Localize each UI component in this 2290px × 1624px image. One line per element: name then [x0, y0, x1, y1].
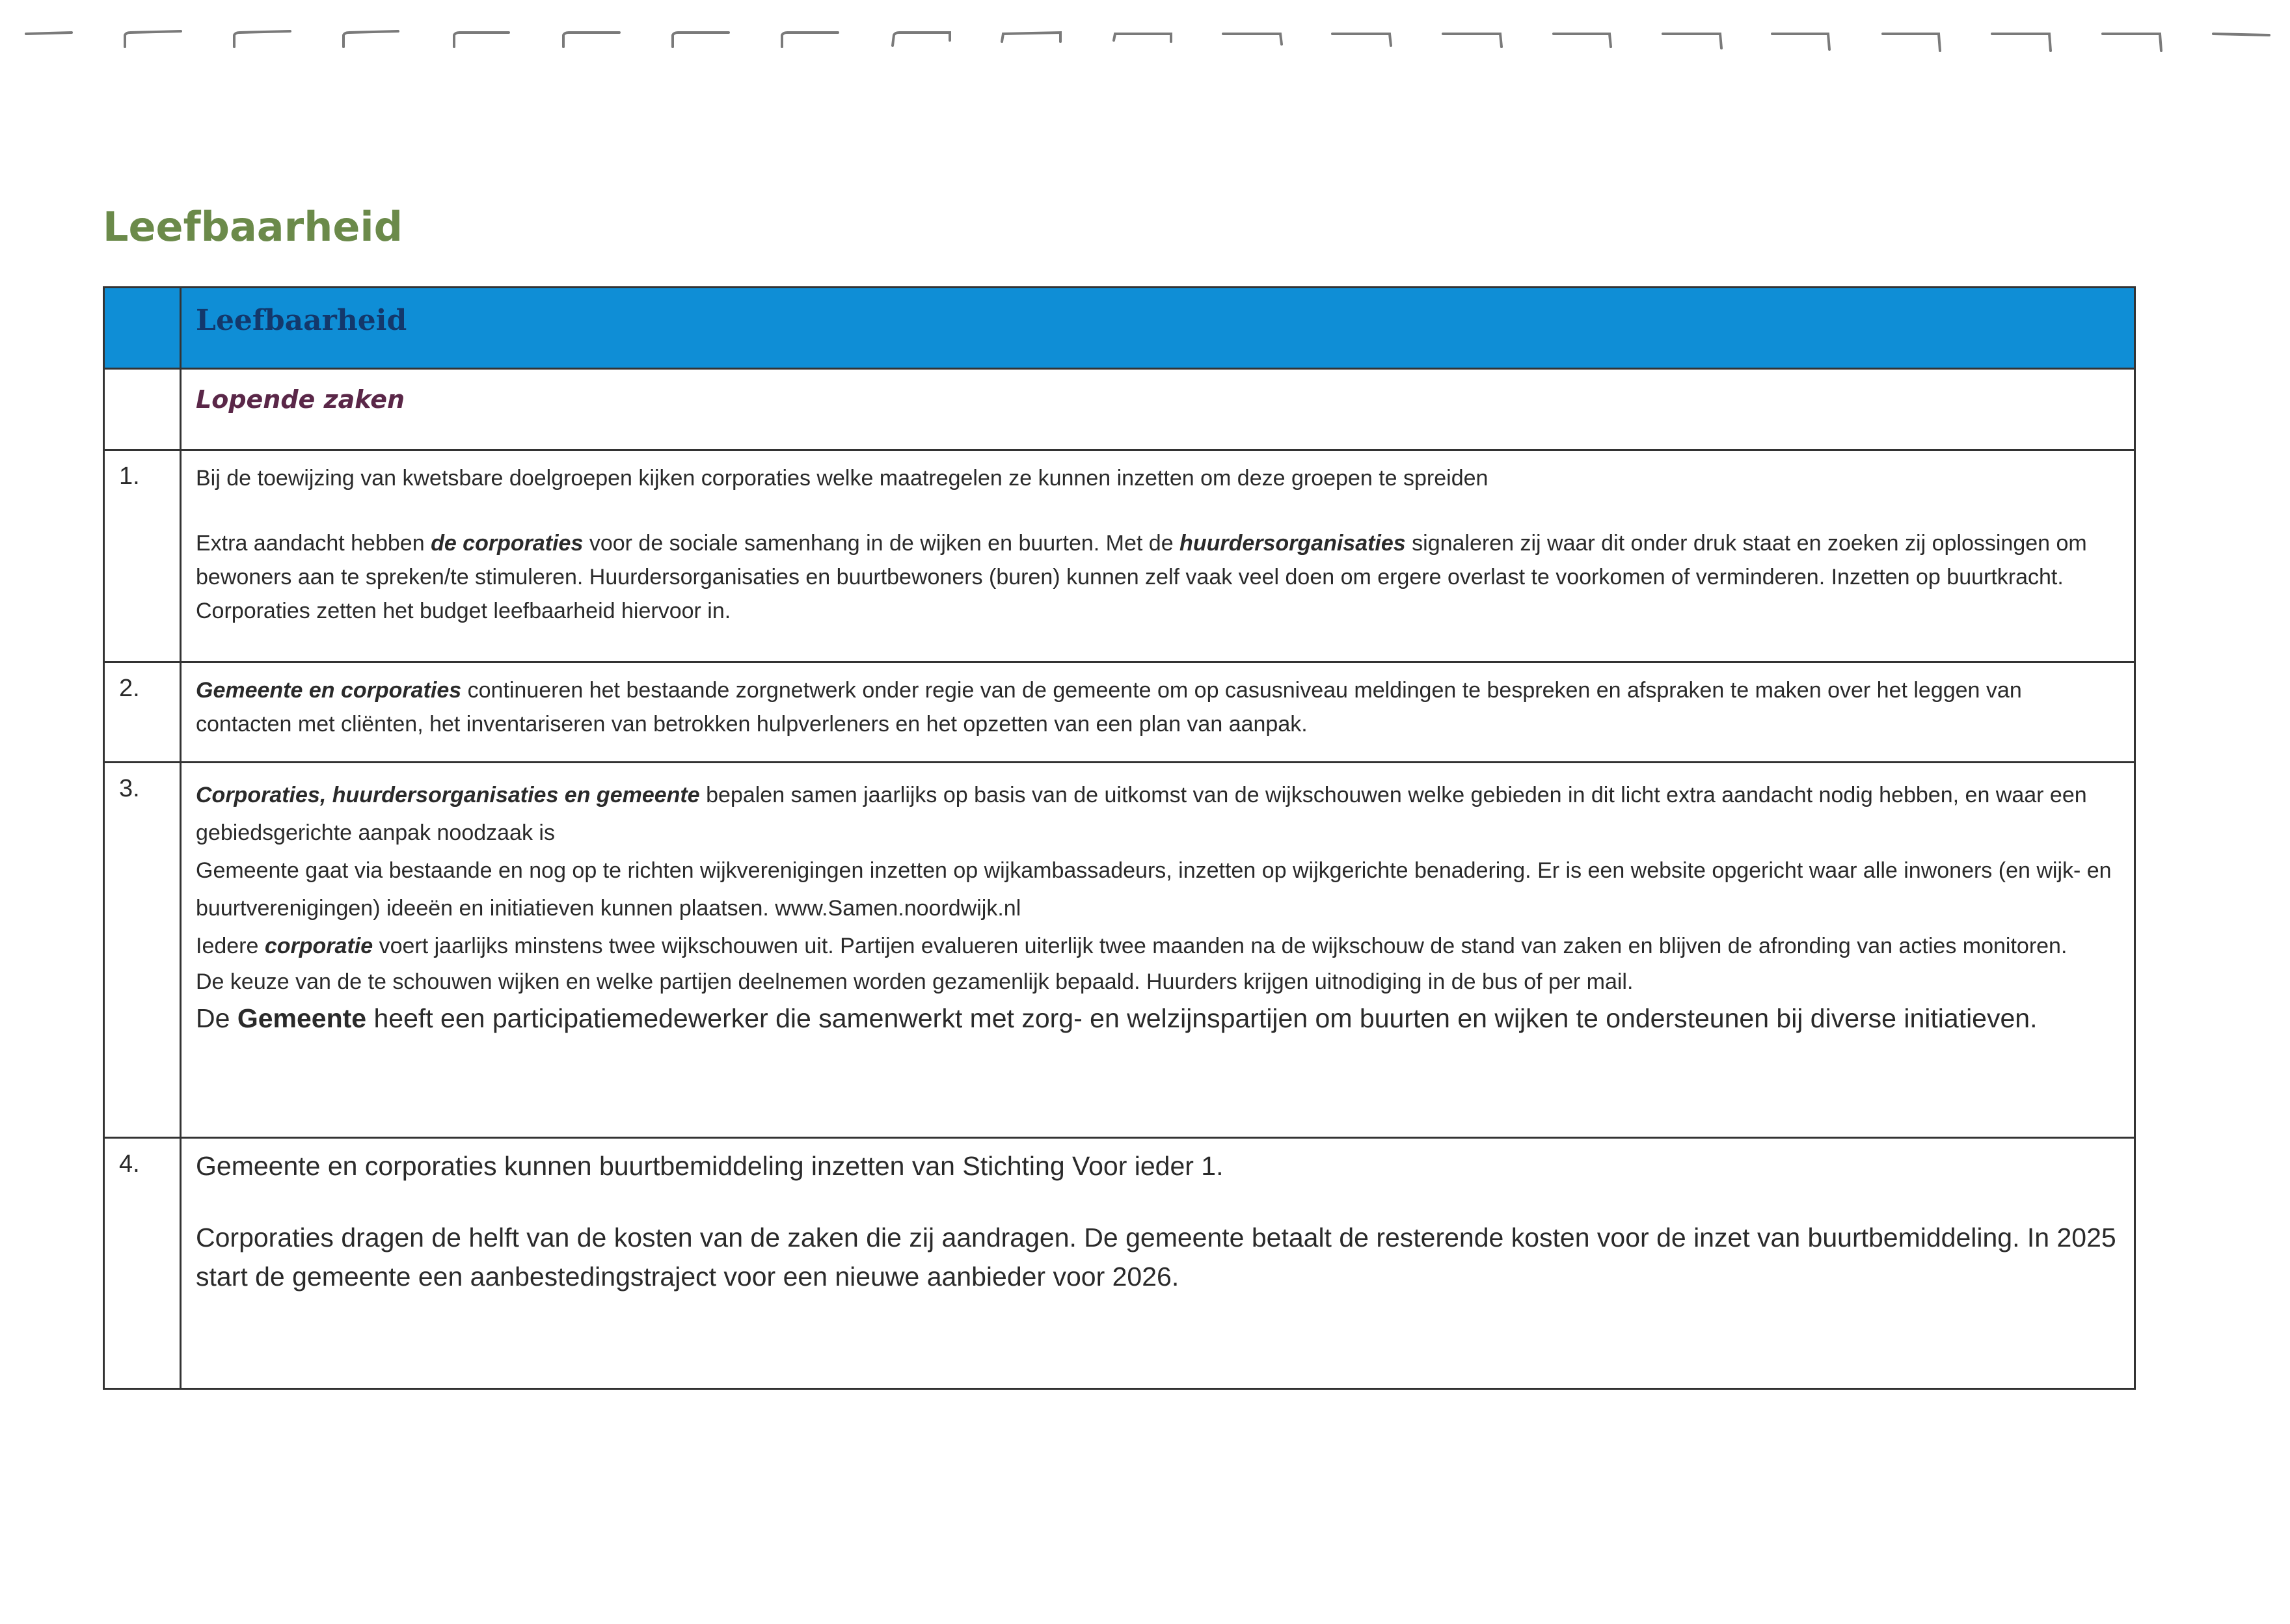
row-number: 3. — [119, 775, 140, 802]
header-number-cell — [104, 288, 181, 369]
row-number: 4. — [119, 1150, 140, 1178]
text-run: Iedere — [196, 934, 265, 958]
text-run: heeft een participatiemedewerker die samenwerkt met zorg- en welzijnspartijen om buurten en wijken te ondersteunen bij diverse initiatieven. — [366, 1003, 2038, 1033]
table-header-row — [104, 288, 2135, 369]
binding-hole — [344, 31, 398, 47]
emphasis-text: Gemeente — [237, 1003, 367, 1033]
paragraph: Corporaties zetten het budget leefbaarheid hiervoor in. — [196, 599, 731, 623]
text-run: De — [196, 1003, 237, 1033]
binding-hole — [1554, 34, 1611, 47]
paragraph: Bij de toewijzing van kwetsbare doelgroepen kijken corporaties welke maatregelen ze kunnen inzetten om deze groepen te spreiden — [196, 466, 1488, 491]
binding-hole — [26, 33, 72, 34]
row-number-cell — [104, 763, 181, 1138]
binding-hole — [1663, 34, 1721, 48]
table-row — [104, 662, 2135, 763]
binding-hole — [1443, 34, 1502, 47]
subheader-number-cell — [104, 369, 181, 450]
paragraph — [196, 673, 2121, 741]
row-number-cell — [104, 662, 181, 763]
row-text-cell — [181, 763, 2135, 1138]
emphasis-text: de corporaties — [431, 531, 584, 556]
table-row — [104, 1138, 2135, 1389]
binding-hole — [1114, 34, 1171, 42]
text-run: bepalen samen jaarlijks op basis van de uitkomst van de wijkschouwen welke gebieden in dit licht extra aandacht nodig hebben, en waar een gebiedsgerichte aanpak noodzaak is — [196, 783, 2087, 845]
row-number: 2. — [119, 675, 140, 702]
binding-hole — [673, 33, 729, 47]
paragraph — [196, 999, 2121, 1038]
paragraph: De keuze van de te schouwen wijken en welke partijen deelnemen worden gezamenlijk bepaald. Huurders krijgen uitnodiging in de bus of per mail. — [196, 969, 1634, 994]
row-text-cell — [181, 662, 2135, 763]
text-run: signaleren zij waar dit onder druk staat en zoeken zij oplossingen om bewoners aan te spreken/te stimuleren. Huurdersorganisaties en buurtbewoners (buren) kunnen zelf vaak veel doen om ergere overlast te voorkomen of verminderen. Inzetten op buurtkracht. — [196, 531, 2087, 589]
binding-hole — [2103, 34, 2161, 51]
page-title: Leefbaarheid — [103, 203, 403, 250]
table-row — [104, 450, 2135, 662]
binding-hole — [1223, 34, 1282, 44]
binding-holes-graphic — [0, 0, 2290, 72]
emphasis-text: Corporaties, huurdersorganisaties en gemeente — [196, 783, 700, 807]
table-row — [104, 763, 2135, 1138]
row-text-cell — [181, 1138, 2135, 1389]
binding-hole — [1883, 34, 1940, 51]
binding-hole — [454, 33, 509, 47]
row-number-cell — [104, 450, 181, 662]
binding-hole — [563, 33, 619, 47]
table-title: Leefbaarheid — [196, 304, 407, 337]
binding-hole — [1772, 34, 1829, 49]
row-number-cell — [104, 1138, 181, 1389]
binding-hole — [234, 31, 290, 47]
binding-holes-strip — [0, 0, 2290, 72]
emphasis-text: huurdersorganisaties — [1179, 531, 1406, 556]
binding-hole — [125, 31, 181, 47]
paragraph: Corporaties dragen de helft van de kosten van de zaken die zij aandragen. De gemeente betaalt de resterende kosten voor de inzet van buurtbemiddeling. In 2025 start de gemeente een aanbestedingstraject voor een nieuwe aanbieder voor 2026. — [196, 1223, 2116, 1292]
paragraph — [196, 776, 2121, 852]
paragraph: Gemeente gaat via bestaande en nog op te richten wijkverenigingen inzetten op wijkambassadeurs, inzetten op wijkgerichte benadering. Er is een website opgericht waar alle inwoners (en wijk- en buurtverenigingen) ideeën en initiatieven kunnen plaatsen. www.Samen.noordwijk.nl — [196, 858, 2112, 921]
text-run: voert jaarlijks minstens twee wijkschouwen uit. Partijen evalueren uiterlijk twee maanden na de wijkschouw de stand van zaken en blijven de afronding van acties monitoren. — [373, 934, 2068, 958]
text-run: Extra aandacht hebben — [196, 531, 431, 556]
binding-hole — [782, 33, 838, 47]
emphasis-text: Gemeente en corporaties — [196, 678, 462, 703]
row-number: 1. — [119, 463, 140, 490]
binding-hole — [2213, 34, 2269, 35]
section-subtitle: Lopende zaken — [196, 385, 405, 414]
binding-hole — [1332, 34, 1391, 46]
text-run: continueren het bestaande zorgnetwerk onder regie van de gemeente om op casusniveau meldingen te bespreken en afspraken te maken over het leggen van contacten met cliënten, het inventariseren van betrokken hulpverleners en het opzetten van een plan van aanpak. — [196, 678, 2022, 737]
binding-hole — [1992, 34, 2051, 51]
paragraph — [196, 927, 2121, 965]
table-subheader-row — [104, 369, 2135, 450]
header-title-cell — [181, 288, 2135, 369]
agreements-table — [103, 286, 2136, 1390]
text-run: voor de sociale samenhang in de wijken en buurten. Met de — [583, 531, 1180, 556]
paragraph: Gemeente en corporaties kunnen buurtbemiddeling inzetten van Stichting Voor ieder 1. — [196, 1151, 1224, 1181]
emphasis-text: corporatie — [264, 934, 373, 958]
row-text-cell — [181, 450, 2135, 662]
binding-hole — [1002, 33, 1060, 42]
subheader-title-cell — [181, 369, 2135, 450]
binding-hole — [893, 33, 950, 46]
paragraph — [196, 526, 2121, 594]
